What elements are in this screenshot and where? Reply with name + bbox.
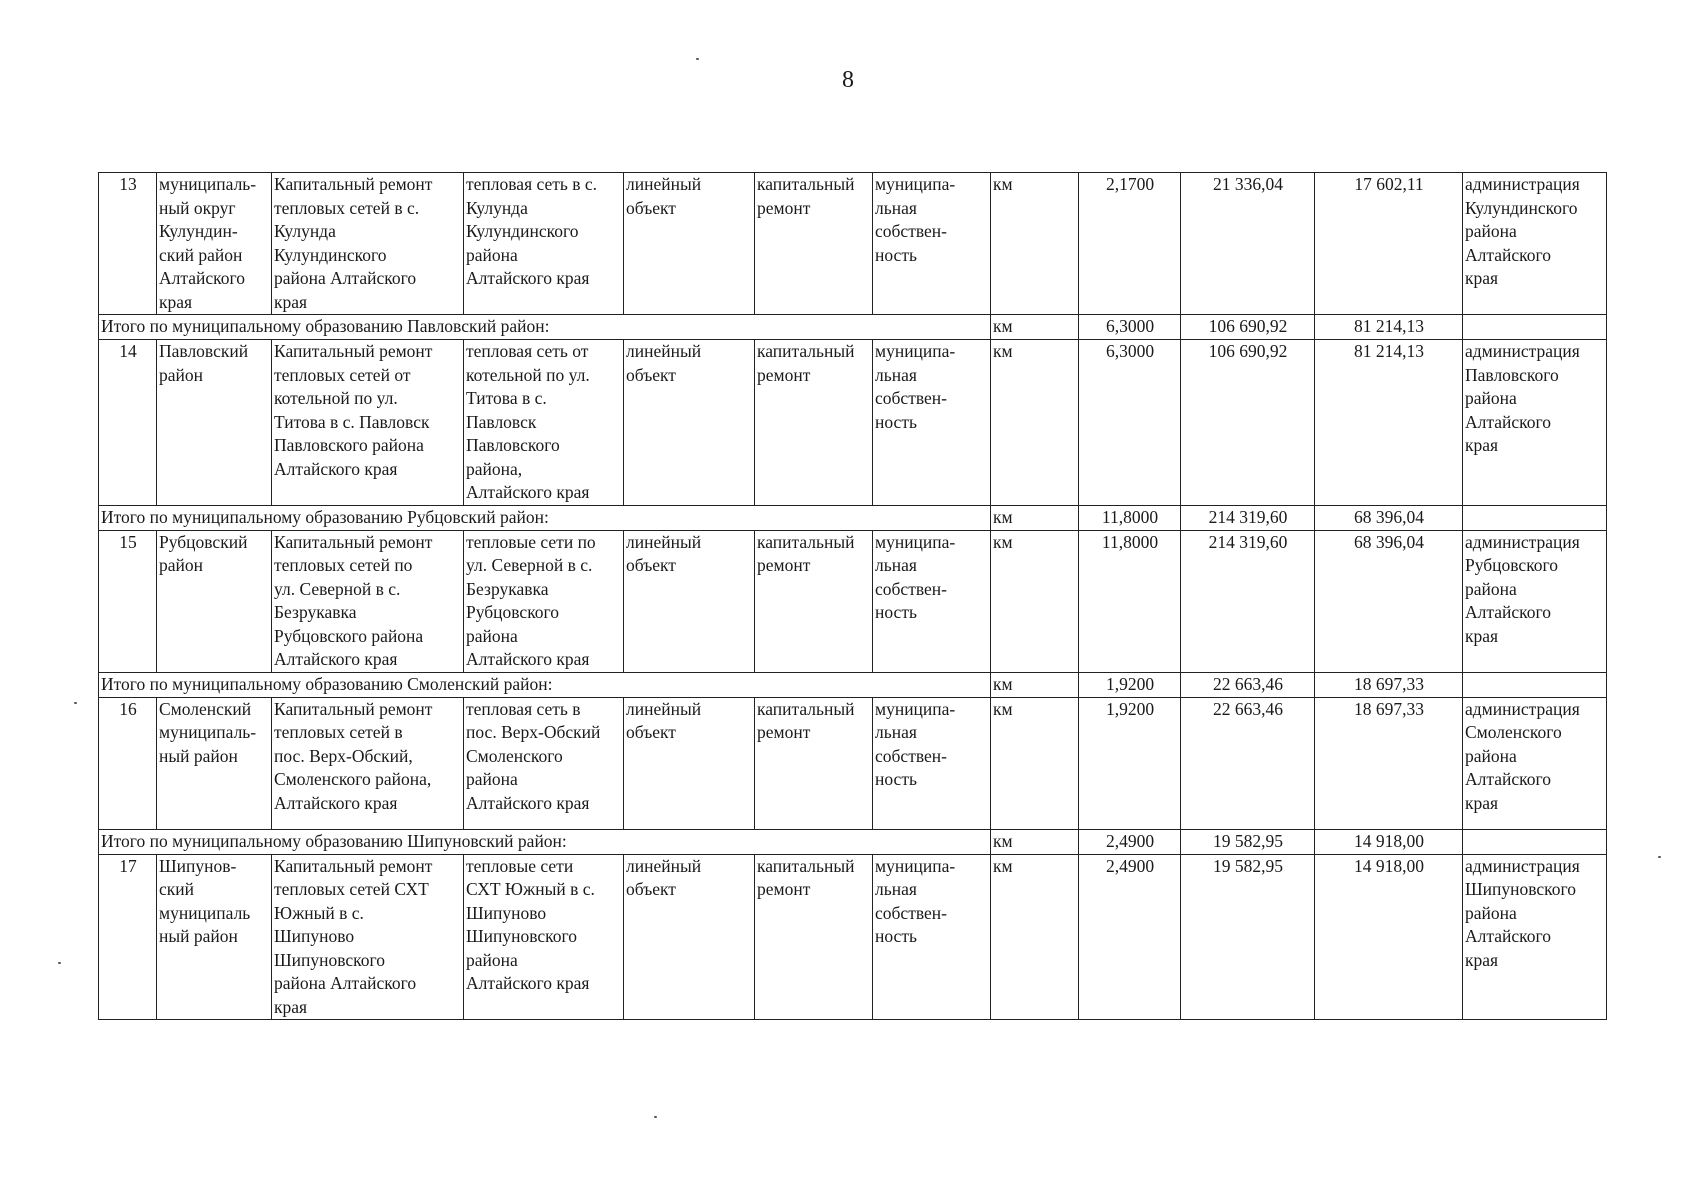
- length-cell: 2,4900: [1079, 829, 1181, 854]
- empty-cell: [1463, 315, 1607, 340]
- table-body: [99, 173, 1607, 1020]
- unit-cell: км: [991, 505, 1079, 530]
- scan-speck: [654, 1116, 657, 1118]
- cost-cell: 214 319,60: [1181, 505, 1315, 530]
- work-name-cell: Капитальный ремонт тепловых сетей в пос. Верх-Обский, Смоленского района, Алтайского края: [272, 697, 464, 829]
- subsidy-cell: 81 214,13: [1315, 315, 1463, 340]
- object-type-cell: линейный объект: [624, 173, 755, 315]
- cost-cell: 19 582,95: [1181, 829, 1315, 854]
- total-label: Итого по муниципальному образованию Павловский район:: [99, 315, 991, 340]
- subsidy-cell: 68 396,04: [1315, 505, 1463, 530]
- row-number: 17: [99, 854, 157, 1020]
- unit-cell: км: [991, 854, 1079, 1020]
- cost-cell: 19 582,95: [1181, 854, 1315, 1020]
- total-row: [99, 315, 1607, 340]
- municipality-cell: Рубцовский район: [157, 530, 272, 672]
- ownership-cell: муниципа- льная собствен- ность: [873, 697, 991, 829]
- subsidy-cell: 14 918,00: [1315, 854, 1463, 1020]
- scan-speck: [74, 702, 77, 704]
- scan-speck: [1658, 856, 1661, 858]
- length-cell: 6,3000: [1079, 315, 1181, 340]
- page-number: 8: [842, 67, 854, 93]
- customer-cell: администрация Смоленского района Алтайского края: [1463, 697, 1607, 829]
- empty-cell: [1463, 505, 1607, 530]
- table-row: [99, 530, 1607, 672]
- subsidy-cell: 68 396,04: [1315, 530, 1463, 672]
- ownership-cell: муниципа- льная собствен- ность: [873, 340, 991, 506]
- subsidy-cell: 14 918,00: [1315, 829, 1463, 854]
- cost-cell: 22 663,46: [1181, 672, 1315, 697]
- customer-cell: администрация Шипуновского района Алтайского края: [1463, 854, 1607, 1020]
- cost-cell: 21 336,04: [1181, 173, 1315, 315]
- municipality-cell: муниципаль- ный округ Кулундин- ский район Алтайского края: [157, 173, 272, 315]
- ownership-cell: муниципа- льная собствен- ность: [873, 854, 991, 1020]
- scan-speck: [58, 962, 61, 964]
- table-row: [99, 697, 1607, 829]
- object-name-cell: тепловые сети по ул. Северной в с. Безрукавка Рубцовского района Алтайского края: [464, 530, 624, 672]
- table-row: [99, 854, 1607, 1020]
- work-name-cell: Капитальный ремонт тепловых сетей по ул. Северной в с. Безрукавка Рубцовского района Алтайского края: [272, 530, 464, 672]
- work-name-cell: Капитальный ремонт тепловых сетей СХТ Южный в с. Шипуново Шипуновского района Алтайского края: [272, 854, 464, 1020]
- ownership-cell: муниципа- льная собствен- ность: [873, 530, 991, 672]
- total-label: Итого по муниципальному образованию Шипуновский район:: [99, 829, 991, 854]
- cost-cell: 22 663,46: [1181, 697, 1315, 829]
- unit-cell: км: [991, 829, 1079, 854]
- subsidy-cell: 17 602,11: [1315, 173, 1463, 315]
- unit-cell: км: [991, 530, 1079, 672]
- length-cell: 2,4900: [1079, 854, 1181, 1020]
- length-cell: 1,9200: [1079, 672, 1181, 697]
- total-label: Итого по муниципальному образованию Смоленский район:: [99, 672, 991, 697]
- subsidy-cell: 18 697,33: [1315, 697, 1463, 829]
- customer-cell: администрация Павловского района Алтайского края: [1463, 340, 1607, 506]
- customer-cell: администрация Рубцовского района Алтайского края: [1463, 530, 1607, 672]
- ownership-cell: муниципа- льная собствен- ность: [873, 173, 991, 315]
- object-name-cell: тепловые сети СХТ Южный в с. Шипуново Шипуновского района Алтайского края: [464, 854, 624, 1020]
- work-name-cell: Капитальный ремонт тепловых сетей в с. Кулунда Кулундинского района Алтайского края: [272, 173, 464, 315]
- object-name-cell: тепловая сеть от котельной по ул. Титова в с. Павловск Павловского района, Алтайского края: [464, 340, 624, 506]
- unit-cell: км: [991, 340, 1079, 506]
- work-type-cell: капитальный ремонт: [755, 697, 873, 829]
- total-row: [99, 829, 1607, 854]
- row-number: 13: [99, 173, 157, 315]
- work-type-cell: капитальный ремонт: [755, 340, 873, 506]
- unit-cell: км: [991, 697, 1079, 829]
- object-type-cell: линейный объект: [624, 854, 755, 1020]
- object-type-cell: линейный объект: [624, 340, 755, 506]
- municipality-cell: Шипунов- ский муниципаль ный район: [157, 854, 272, 1020]
- scan-speck: [696, 58, 699, 60]
- cost-cell: 106 690,92: [1181, 340, 1315, 506]
- subsidy-cell: 18 697,33: [1315, 672, 1463, 697]
- length-cell: 2,1700: [1079, 173, 1181, 315]
- object-name-cell: тепловая сеть в с. Кулунда Кулундинского района Алтайского края: [464, 173, 624, 315]
- work-type-cell: капитальный ремонт: [755, 530, 873, 672]
- length-cell: 11,8000: [1079, 505, 1181, 530]
- length-cell: 6,3000: [1079, 340, 1181, 506]
- row-number: 16: [99, 697, 157, 829]
- municipality-cell: Смоленский муниципаль- ный район: [157, 697, 272, 829]
- empty-cell: [1463, 829, 1607, 854]
- municipality-cell: Павловский район: [157, 340, 272, 506]
- capital-repair-table: [98, 172, 1607, 1020]
- customer-cell: администрация Кулундинского района Алтайского края: [1463, 173, 1607, 315]
- total-row: [99, 672, 1607, 697]
- subsidy-cell: 81 214,13: [1315, 340, 1463, 506]
- object-type-cell: линейный объект: [624, 530, 755, 672]
- work-type-cell: капитальный ремонт: [755, 854, 873, 1020]
- cost-cell: 214 319,60: [1181, 530, 1315, 672]
- length-cell: 1,9200: [1079, 697, 1181, 829]
- row-number: 14: [99, 340, 157, 506]
- cost-cell: 106 690,92: [1181, 315, 1315, 340]
- length-cell: 11,8000: [1079, 530, 1181, 672]
- object-name-cell: тепловая сеть в пос. Верх-Обский Смоленского района Алтайского края: [464, 697, 624, 829]
- work-type-cell: капитальный ремонт: [755, 173, 873, 315]
- total-row: [99, 505, 1607, 530]
- table-row: [99, 340, 1607, 506]
- row-number: 15: [99, 530, 157, 672]
- work-name-cell: Капитальный ремонт тепловых сетей от котельной по ул. Титова в с. Павловск Павловского района Алтайского края: [272, 340, 464, 506]
- unit-cell: км: [991, 173, 1079, 315]
- unit-cell: км: [991, 315, 1079, 340]
- total-label: Итого по муниципальному образованию Рубцовский район:: [99, 505, 991, 530]
- object-type-cell: линейный объект: [624, 697, 755, 829]
- table-row: [99, 173, 1607, 315]
- unit-cell: км: [991, 672, 1079, 697]
- empty-cell: [1463, 672, 1607, 697]
